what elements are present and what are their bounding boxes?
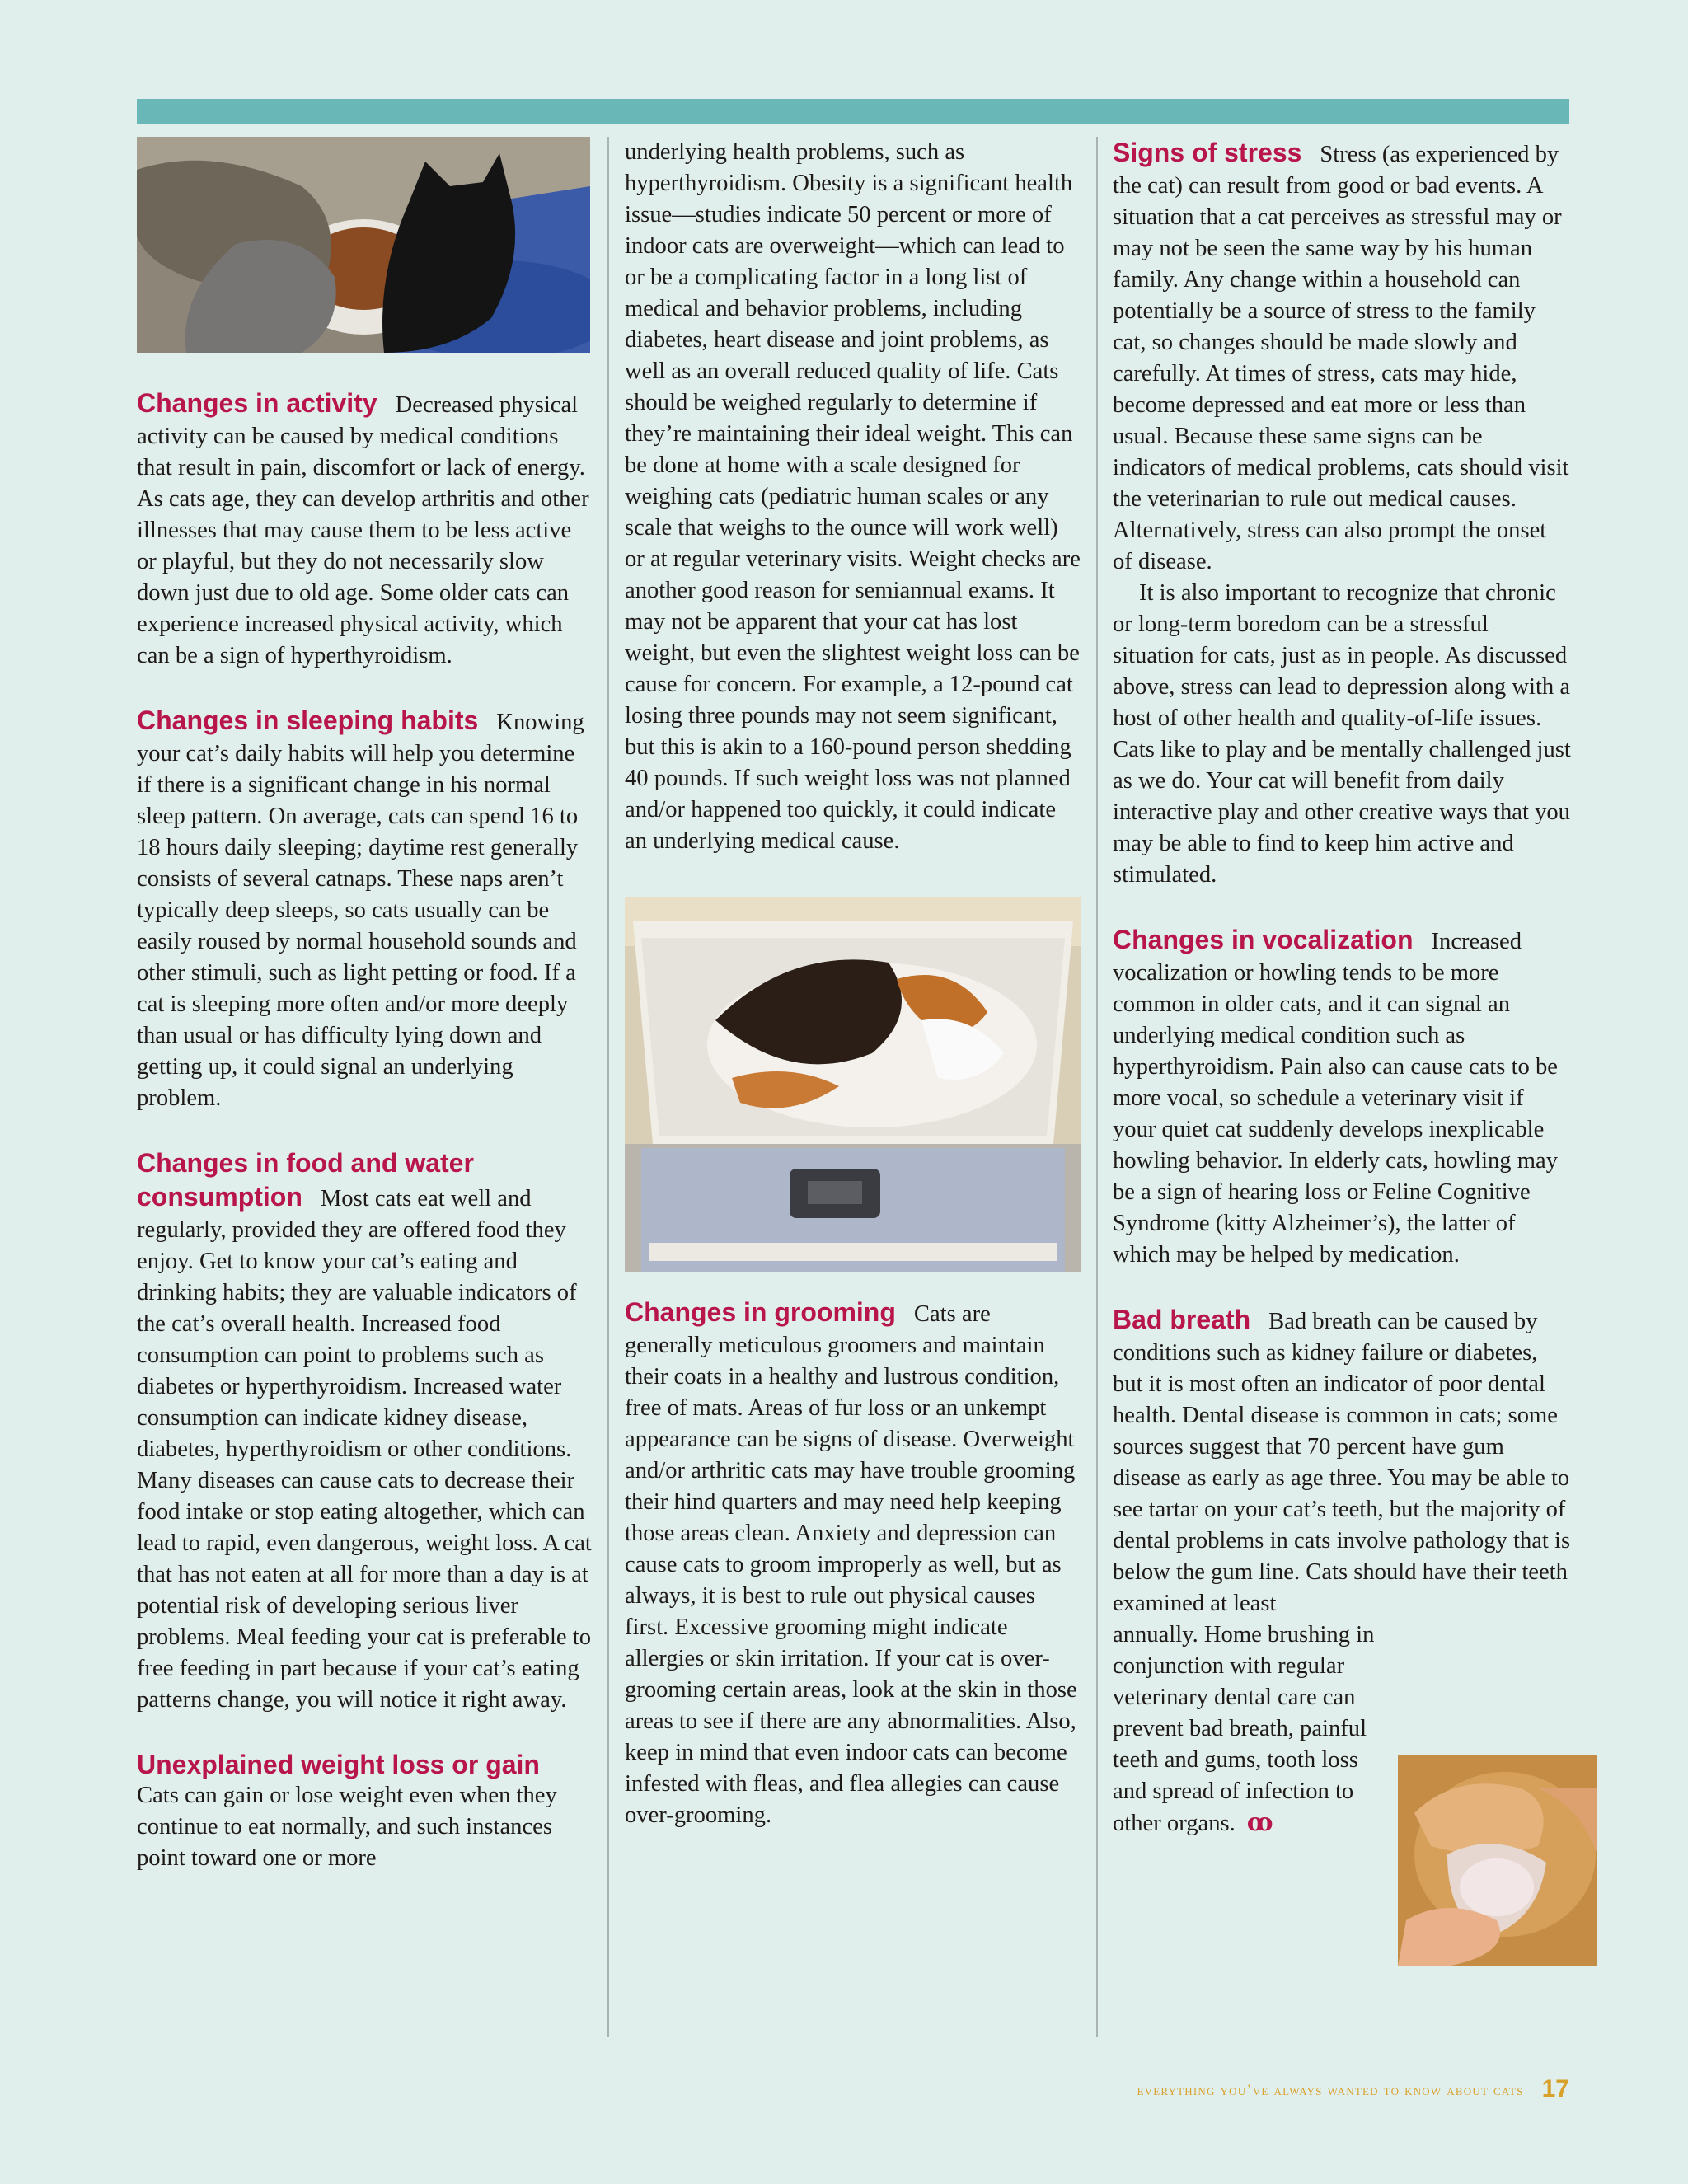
section-signs-of-stress [1113,137,1571,891]
text-signs-of-stress-2: It is also important to recognize that chronic or long-term boredom can be a stressful situation for cats, just as in people. As discussed above, stress can lead to depression along with a host of other health and quality-of-life issues. Cats like to play and be mentally challenged just as we do. Your cat will benefit from daily interactive play and other creative ways that you may be able to find to keep him active and stimulated. [1113,580,1571,888]
section-changes-in-sleeping-habits [137,705,592,1114]
heading-signs-of-stress: Signs of stress [1113,138,1302,167]
text-changes-in-vocalization: Increased vocalization or howling tends to be more common in older cats, and it can signal an underlying medical condition such as hyperthyroidism. Pain also can cause cats to be more vocal, so schedule a veterinary visit if your quiet cat suddenly develops inexplicable howling behavior. In elderly cats, howling may be a sign of hearing loss or Feline Cognitive Syndrome (kitty Alzheimer’s), the latter of which may be helped by medication. [1113,929,1558,1268]
heading-changes-in-food-and-water: Changes in food and water consumption [137,1148,474,1212]
end-mark-icon: ꝏ [1246,1809,1273,1836]
cat-on-scale-photo [625,897,1081,1272]
heading-unexplained-weight: Unexplained weight loss or gain [137,1750,540,1779]
cats-eating-photo [137,137,590,353]
heading-changes-in-activity: Changes in activity [137,388,377,418]
text-changes-in-sleeping-habits: Knowing your cat’s daily habits will help you determine if there is a significant change in his normal sleep pattern. On average, cats can spend 16 to 18 hours daily sleeping; daytime rest generally consists of several catnaps. These naps aren’t typically deep sleeps, so cats usually can be easily roused by normal household sounds and other stimuli, such as light petting or food. If a cat is sleeping more often and/or more deeply than usual or has difficulty lying down and getting up, it could signal an underlying problem. [137,710,584,1111]
text-weight-continued: underlying health problems, such as hyperthyroidism. Obesity is a significant health issue—studies indicate 50 percent or more of indoor cats are overweight—which can lead to or be a complicating factor in a long list of medical and behavior problems, including diabetes, heart disease and joint problems, as well as an overall reduced quality of life. Cats should be weighed regularly to determine if they’re maintaining their ideal weight. This can be done at home with a scale designed for weighing cats (pediatric human scales or any scale that weighs to the ounce will work well) or at regular veterinary visits. Weight checks are another good reason for semiannual exams. It may not be apparent that your cat has lost weight, but even the slightest weight loss can be cause for concern. For example, a 12-pound cat losing three pounds may not seem significant, but this is akin to a 160-pound person shedding 40 pounds. If such weight loss was not planned and/or happened too quickly, it could indicate an underlying medical cause. [625,139,1081,854]
column-rule-1 [607,137,609,2037]
top-accent-bar [137,99,1569,124]
section-changes-in-activity [137,387,592,672]
running-title: everything you’ve always wanted to know about cats [1137,2082,1524,2099]
section-changes-in-vocalization [1113,924,1571,1271]
text-changes-in-food-and-water: Most cats eat well and regularly, provided they are offered food they enjoy. Get to know your cat’s eating and drinking habits; they are valuable indicators of the cat’s overall health. Increased food consumption can point to problems such as diabetes or hyperthyroidism. Increased water consumption can indicate kidney disease, diabetes, hyperthyroidism or other conditions. Many diseases can cause cats to decrease their food intake or stop eating altogether, which can lead to rapid, even dangerous, weight loss. A cat that has not eaten at all for more than a day is at potential risk of developing serious liver problems. Meal feeding your cat is preferable to free feeding in part because if your cat’s eating patterns change, you will notice it right away. [137,1186,592,1713]
text-unexplained-weight: Cats can gain or lose weight even when they continue to eat normally, and such instances point toward one or more [137,1783,557,1871]
text-changes-in-activity: Decreased physical activity can be caused by medical conditions that result in pain, discomfort or lack of energy. As cats age, they can develop arthritis and other illnesses that may cause them to be less active or playful, but they do not necessarily slow down just due to old age. Some older cats can experience increased physical activity, which can be a sign of hyperthyroidism. [137,392,589,668]
text-changes-in-grooming: Cats are generally meticulous groomers and maintain their coats in a healthy and lustrous condition, free of mats. Areas of fur loss or an unkempt appearance can be signs of disease. Overweight and/or arthritic cats may have trouble grooming their hind quarters and may need help keeping those areas clean. Anxiety and depression can cause cats to groom improperly as well, but as always, it is best to rule out physical causes first. Excessive grooming might indicate allergies or skin irritation. If your cat is over-grooming certain areas, look at the skin in those areas to see if there are any abnormalities. Also, keep in mind that even indoor cats can become infested with fleas, and flea allegies can cause over-grooming. [625,1301,1077,1828]
heading-changes-in-vocalization: Changes in vocalization [1113,925,1414,954]
column-rule-2 [1096,137,1098,2037]
section-changes-in-food-and-water [137,1147,592,1716]
column-1 [137,137,592,1874]
column-2 [625,137,1081,1831]
page-number: 17 [1541,2075,1569,2102]
page-footer [1137,2075,1569,2103]
section-changes-in-grooming [625,1296,1081,1831]
text-bad-breath-wrap: annually. Home brushing in conjunction with regular veterinary dental care can prevent bad breath, painful teeth and gums, tooth loss and spread of infection to other organs. [1113,1622,1375,1836]
section-unexplained-weight [137,1749,592,1874]
text-signs-of-stress: Stress (as experienced by the cat) can result from good or bad events. A situation that a cat perceives as stressful may or may not be seen the same way by his human family. Any change within a household can potentially be a source of stress to the family cat, so changes should be made slowly and carefully. At times of stress, cats may hide, become depressed and eat more or less than usual. Because these same signs can be indicators of medical problems, cats should visit the veterinarian to rule out medical causes. Alternatively, stress can also prompt the onset of disease. [1113,142,1569,574]
heading-changes-in-sleeping-habits: Changes in sleeping habits [137,705,479,735]
heading-bad-breath: Bad breath [1113,1305,1251,1334]
heading-changes-in-grooming: Changes in grooming [625,1297,896,1327]
column-3 [1113,137,1571,1840]
cat-teeth-photo [1398,1755,1597,1966]
text-bad-breath: Bad breath can be caused by conditions such as kidney failure or diabetes, but it is most often an indicator of poor dental health. Dental disease is common in cats; some sources suggest that 70 percent have gum disease as early as age three. You may be able to see tartar on your cat’s teeth, but the majority of dental problems in cats involve pathology that is below the gum line. Cats should have their teeth examined at least [1113,1309,1571,1616]
